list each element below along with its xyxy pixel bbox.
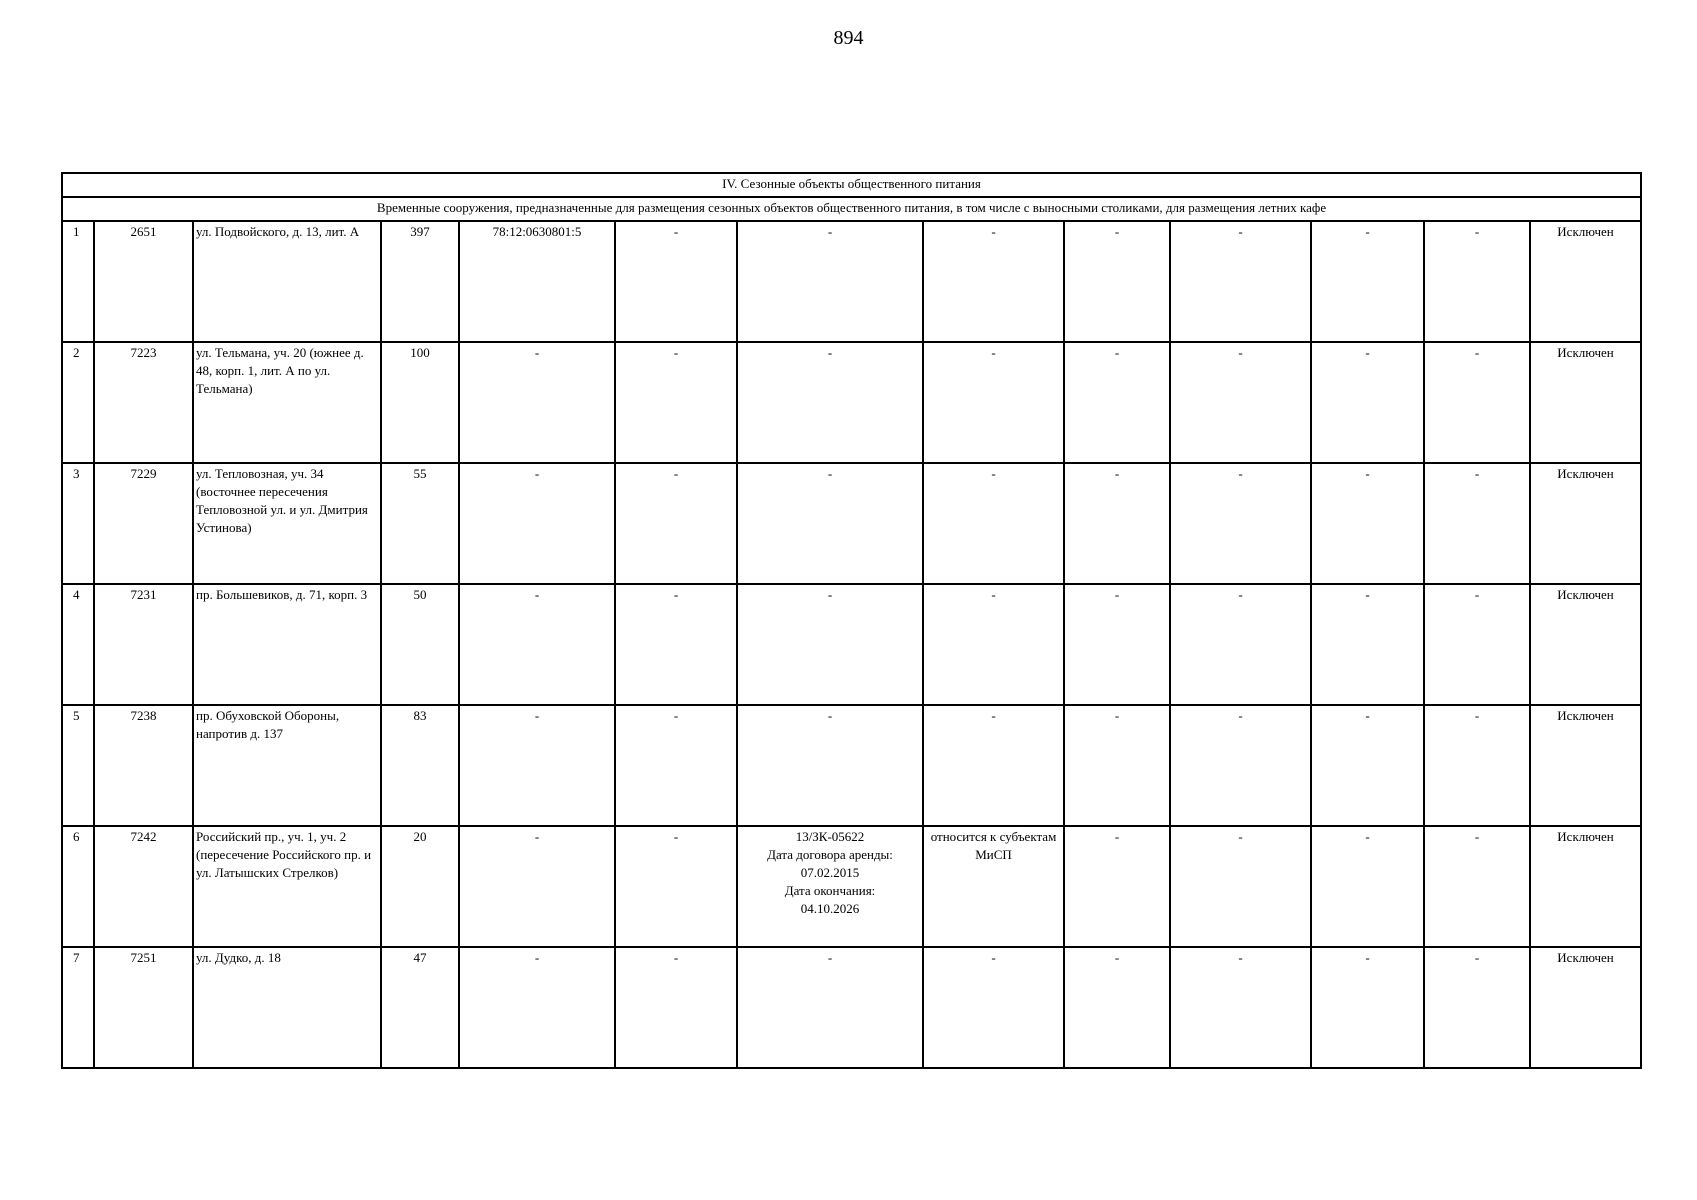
- subject-cell: [923, 584, 1064, 705]
- status-cell: Исключен: [1530, 826, 1641, 947]
- contract-cell-line: -: [827, 466, 833, 481]
- table-row: [62, 947, 1641, 1068]
- contract-cell-line: 04.10.2026: [800, 901, 860, 916]
- column-12-cell: -: [1424, 947, 1530, 1068]
- section-title: IV. Сезонные объекты общественного питания: [62, 173, 1641, 197]
- subject-cell: [923, 826, 1064, 947]
- column-11-cell: -: [1311, 463, 1424, 584]
- status-cell: Исключен: [1530, 947, 1641, 1068]
- column-6-cell: -: [615, 947, 737, 1068]
- column-11-cell: -: [1311, 342, 1424, 463]
- column-10-cell: -: [1170, 826, 1311, 947]
- contract-cell: [737, 705, 923, 826]
- object-code-cell: 7251: [94, 947, 193, 1068]
- status-cell: Исключен: [1530, 705, 1641, 826]
- table-row: [62, 463, 1641, 584]
- subject-cell: [923, 705, 1064, 826]
- subject-cell-line: МиСП: [975, 847, 1012, 862]
- contract-cell-line: -: [827, 950, 833, 965]
- status-cell: Исключен: [1530, 584, 1641, 705]
- column-6-cell: -: [615, 463, 737, 584]
- area-cell: 83: [381, 705, 459, 826]
- status-cell: Исключен: [1530, 221, 1641, 342]
- status-cell: Исключен: [1530, 463, 1641, 584]
- table-row: [62, 705, 1641, 826]
- column-12-cell: -: [1424, 463, 1530, 584]
- object-code-cell: 7242: [94, 826, 193, 947]
- contract-cell-line: -: [827, 345, 833, 360]
- object-code-cell: 2651: [94, 221, 193, 342]
- column-10-cell: -: [1170, 705, 1311, 826]
- column-11-cell: -: [1311, 947, 1424, 1068]
- column-9-cell: -: [1064, 826, 1170, 947]
- address-cell: пр. Обуховской Обороны, напротив д. 137: [193, 705, 381, 826]
- address-cell: ул. Тепловозная, уч. 34 (восточнее пересечения Тепловозной ул. и ул. Дмитрия Устинова): [193, 463, 381, 584]
- address-cell: пр. Большевиков, д. 71, корп. 3: [193, 584, 381, 705]
- address-cell: ул. Тельмана, уч. 20 (южнее д. 48, корп. 1, лит. А по ул. Тельмана): [193, 342, 381, 463]
- cadastral-number-cell: 78:12:0630801:5: [459, 221, 615, 342]
- row-number-cell: 5: [62, 705, 94, 826]
- cadastral-number-cell: -: [459, 584, 615, 705]
- table-row: [62, 826, 1641, 947]
- column-9-cell: -: [1064, 947, 1170, 1068]
- column-12-cell: -: [1424, 826, 1530, 947]
- column-12-cell: -: [1424, 221, 1530, 342]
- address-cell: ул. Подвойского, д. 13, лит. А: [193, 221, 381, 342]
- row-number-cell: 6: [62, 826, 94, 947]
- subject-cell: [923, 463, 1064, 584]
- contract-cell: [737, 826, 923, 947]
- contract-cell-line: Дата окончания:: [784, 883, 876, 898]
- cadastral-number-cell: -: [459, 463, 615, 584]
- row-number-cell: 2: [62, 342, 94, 463]
- subsection-title: Временные сооружения, предназначенные для размещения сезонных объектов общественного питания, в том числе с выносными столиками, для размещения летних кафе: [62, 197, 1641, 221]
- status-cell: Исключен: [1530, 342, 1641, 463]
- column-6-cell: -: [615, 705, 737, 826]
- subject-cell-line: -: [991, 950, 996, 965]
- address-cell: ул. Дудко, д. 18: [193, 947, 381, 1068]
- area-cell: 50: [381, 584, 459, 705]
- column-6-cell: -: [615, 584, 737, 705]
- column-11-cell: -: [1311, 826, 1424, 947]
- contract-cell: [737, 463, 923, 584]
- column-6-cell: -: [615, 221, 737, 342]
- contract-cell-line: Дата договора аренды:: [767, 847, 893, 862]
- column-9-cell: -: [1064, 342, 1170, 463]
- column-6-cell: -: [615, 826, 737, 947]
- cadastral-number-cell: -: [459, 342, 615, 463]
- row-number-cell: 3: [62, 463, 94, 584]
- cadastral-number-cell: -: [459, 826, 615, 947]
- column-10-cell: -: [1170, 584, 1311, 705]
- column-11-cell: -: [1311, 705, 1424, 826]
- contract-cell: [737, 584, 923, 705]
- contract-cell-line: 07.02.2015: [800, 865, 860, 880]
- subject-cell: [923, 947, 1064, 1068]
- area-cell: 20: [381, 826, 459, 947]
- row-number-cell: 7: [62, 947, 94, 1068]
- table-row: [62, 342, 1641, 463]
- column-10-cell: -: [1170, 463, 1311, 584]
- area-cell: 55: [381, 463, 459, 584]
- subject-cell: [923, 342, 1064, 463]
- area-cell: 100: [381, 342, 459, 463]
- section-header-row: [62, 173, 1641, 197]
- subject-cell-line: относится к субъектам: [930, 829, 1057, 844]
- contract-cell: [737, 221, 923, 342]
- subject-cell-line: -: [991, 708, 996, 723]
- column-9-cell: -: [1064, 221, 1170, 342]
- column-10-cell: -: [1170, 947, 1311, 1068]
- page-number: 894: [833, 27, 864, 49]
- column-10-cell: -: [1170, 221, 1311, 342]
- column-9-cell: -: [1064, 705, 1170, 826]
- cadastral-number-cell: -: [459, 705, 615, 826]
- row-number-cell: 1: [62, 221, 94, 342]
- objects-table: [61, 172, 1642, 1069]
- column-11-cell: -: [1311, 221, 1424, 342]
- column-11-cell: -: [1311, 584, 1424, 705]
- column-9-cell: -: [1064, 584, 1170, 705]
- contract-cell-line: -: [827, 224, 833, 239]
- cadastral-number-cell: -: [459, 947, 615, 1068]
- subject-cell-line: -: [991, 224, 996, 239]
- column-9-cell: -: [1064, 463, 1170, 584]
- column-10-cell: -: [1170, 342, 1311, 463]
- contract-cell-line: 13/ЗК-05622: [795, 829, 865, 844]
- subject-cell-line: -: [991, 587, 996, 602]
- area-cell: 397: [381, 221, 459, 342]
- column-12-cell: -: [1424, 584, 1530, 705]
- contract-cell-line: -: [827, 587, 833, 602]
- subsection-header-row: [62, 197, 1641, 221]
- address-cell: Российский пр., уч. 1, уч. 2 (пересечение Российского пр. и ул. Латышских Стрелков): [193, 826, 381, 947]
- row-number-cell: 4: [62, 584, 94, 705]
- subject-cell: [923, 221, 1064, 342]
- column-12-cell: -: [1424, 342, 1530, 463]
- object-code-cell: 7223: [94, 342, 193, 463]
- contract-cell: [737, 947, 923, 1068]
- subject-cell-line: -: [991, 345, 996, 360]
- table-row: [62, 584, 1641, 705]
- subject-cell-line: -: [991, 466, 996, 481]
- area-cell: 47: [381, 947, 459, 1068]
- object-code-cell: 7229: [94, 463, 193, 584]
- table-row: [62, 221, 1641, 342]
- column-6-cell: -: [615, 342, 737, 463]
- column-12-cell: -: [1424, 705, 1530, 826]
- object-code-cell: 7238: [94, 705, 193, 826]
- object-code-cell: 7231: [94, 584, 193, 705]
- contract-cell: [737, 342, 923, 463]
- contract-cell-line: -: [827, 708, 833, 723]
